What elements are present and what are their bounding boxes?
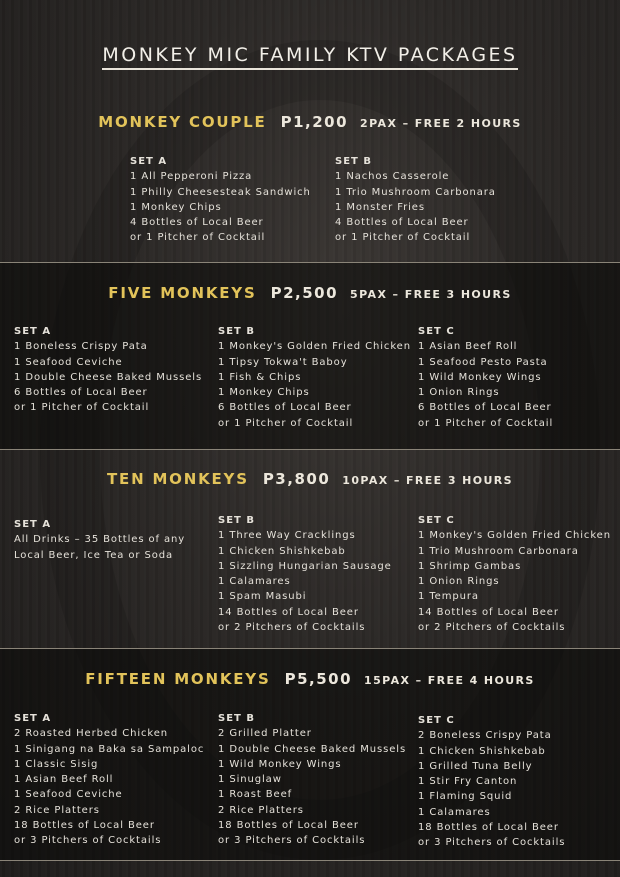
set-label: SET A xyxy=(130,156,168,167)
menu-item: 1 Grilled Tuna Belly xyxy=(418,760,533,772)
menu-item: 4 Bottles of Local Beer xyxy=(130,217,264,229)
set-label: SET B xyxy=(218,515,255,526)
set-label: SET B xyxy=(218,326,255,337)
set-column xyxy=(14,711,204,849)
menu-item: 1 Seafood Pesto Pasta xyxy=(418,356,548,368)
menu-item: All Drinks – 35 Bottles of any xyxy=(14,534,186,546)
menu-item: 1 Calamares xyxy=(218,576,291,588)
menu-item: 6 Bottles of Local Beer xyxy=(418,402,552,414)
set-label: SET A xyxy=(14,713,52,724)
menu-item: 1 Wild Monkey Wings xyxy=(418,371,542,383)
menu-item: or 1 Pitcher of Cocktail xyxy=(130,232,266,244)
menu-item: 1 Boneless Crispy Pata xyxy=(14,341,148,353)
menu-item: 1 Double Cheese Baked Mussels xyxy=(218,743,407,755)
set-column xyxy=(418,713,565,851)
menu-item: 1 All Pepperoni Pizza xyxy=(130,171,253,183)
set-column xyxy=(418,513,611,635)
menu-item: 6 Bottles of Local Beer xyxy=(218,402,352,414)
menu-item: or 3 Pitchers of Cocktails xyxy=(218,835,366,847)
package-name: FIFTEEN MONKEYS xyxy=(85,670,271,688)
menu-item: 1 Double Cheese Baked Mussels xyxy=(14,371,203,383)
package-pax: 2PAX – FREE 2 HOURS xyxy=(360,117,522,130)
menu-item: 1 Monster Fries xyxy=(335,201,425,213)
package-five-monkeys xyxy=(0,262,620,450)
package-pax: 15PAX – FREE 4 HOURS xyxy=(364,674,535,687)
menu-item: or 1 Pitcher of Cocktail xyxy=(14,402,150,414)
menu-item: 1 Three Way Cracklings xyxy=(218,530,356,542)
package-pax: 10PAX – FREE 3 HOURS xyxy=(342,474,513,487)
menu-item: 2 Roasted Herbed Chicken xyxy=(14,728,169,740)
set-column xyxy=(218,513,392,635)
menu-item: 6 Bottles of Local Beer xyxy=(14,387,148,399)
package-header xyxy=(0,112,620,131)
page-title: MONKEY MIC FAMILY KTV PACKAGES xyxy=(0,44,620,66)
package-pax: 5PAX – FREE 3 HOURS xyxy=(350,288,512,301)
set-column xyxy=(130,154,311,246)
set-label: SET C xyxy=(418,326,455,337)
menu-item: 1 Sizzling Hungarian Sausage xyxy=(218,560,392,572)
menu-item: 1 Onion Rings xyxy=(418,576,500,588)
package-price: P1,200 xyxy=(280,113,349,131)
menu-item: or 2 Pitchers of Cocktails xyxy=(218,622,366,634)
package-header xyxy=(0,283,620,302)
menu-item: 1 Fish & Chips xyxy=(218,371,302,383)
package-header xyxy=(0,669,620,688)
menu-item: 1 Trio Mushroom Carbonara xyxy=(418,545,579,557)
set-label: SET C xyxy=(418,715,455,726)
package-name: FIVE MONKEYS xyxy=(108,284,257,302)
menu-item: 1 Spam Masubi xyxy=(218,591,307,603)
menu-item: 1 Onion Rings xyxy=(418,387,500,399)
menu-item: 18 Bottles of Local Beer xyxy=(218,820,359,832)
menu-item: 1 Asian Beef Roll xyxy=(418,341,518,353)
package-price: P3,800 xyxy=(262,470,331,488)
menu-item: or 3 Pitchers of Cocktails xyxy=(418,837,566,849)
menu-item: or 2 Pitchers of Cocktails xyxy=(418,622,566,634)
set-column xyxy=(14,517,185,563)
menu-item: 4 Bottles of Local Beer xyxy=(335,217,469,229)
set-label: SET B xyxy=(218,713,255,724)
menu-item: 1 Stir Fry Canton xyxy=(418,776,518,788)
menu-item: 2 Grilled Platter xyxy=(218,728,312,740)
menu-item: 1 Sinuglaw xyxy=(218,774,282,786)
menu-item: 1 Monkey Chips xyxy=(218,387,310,399)
menu-item: 1 Chicken Shishkebab xyxy=(418,745,546,757)
package-name: MONKEY COUPLE xyxy=(98,113,267,131)
menu-item: 1 Trio Mushroom Carbonara xyxy=(335,186,496,198)
menu-item: 2 Boneless Crispy Pata xyxy=(418,730,552,742)
package-ten-monkeys xyxy=(0,452,620,646)
menu-item: 1 Wild Monkey Wings xyxy=(218,758,342,770)
menu-item: 1 Sinigang na Baka sa Sampaloc xyxy=(14,743,205,755)
package-price: P2,500 xyxy=(270,284,339,302)
menu-item: 18 Bottles of Local Beer xyxy=(14,820,155,832)
menu-item: 1 Monkey's Golden Fried Chicken xyxy=(418,530,611,542)
set-label: SET C xyxy=(418,515,455,526)
set-label: SET A xyxy=(14,326,52,337)
set-column xyxy=(335,154,496,246)
menu-item: 1 Calamares xyxy=(418,806,491,818)
menu-item: or 1 Pitcher of Cocktail xyxy=(335,232,471,244)
menu-item: 1 Asian Beef Roll xyxy=(14,774,114,786)
menu-item: 1 Tempura xyxy=(418,591,479,603)
set-column xyxy=(14,324,202,416)
package-fifteen-monkeys xyxy=(0,648,620,861)
set-column xyxy=(418,324,553,431)
package-header xyxy=(0,469,620,488)
menu-item: 1 Shrimp Gambas xyxy=(418,560,522,572)
package-name: TEN MONKEYS xyxy=(106,470,249,488)
menu-item: 1 Flaming Squid xyxy=(418,791,513,803)
menu-item: 1 Tipsy Tokwa't Baboy xyxy=(218,356,348,368)
menu-item: 1 Classic Sisig xyxy=(14,758,99,770)
menu-item: or 1 Pitcher of Cocktail xyxy=(218,417,354,429)
menu-item: 1 Nachos Casserole xyxy=(335,171,450,183)
menu-item: 1 Seafood Ceviche xyxy=(14,789,123,801)
menu-item: 1 Roast Beef xyxy=(218,789,293,801)
set-label: SET A xyxy=(14,519,52,530)
menu-item: 14 Bottles of Local Beer xyxy=(218,606,359,618)
set-column xyxy=(218,711,406,849)
menu-item: 1 Monkey's Golden Fried Chicken xyxy=(218,341,411,353)
menu-item: 2 Rice Platters xyxy=(218,804,304,816)
menu-item: 14 Bottles of Local Beer xyxy=(418,606,559,618)
menu-item: 1 Monkey Chips xyxy=(130,201,222,213)
package-monkey-couple xyxy=(0,100,620,260)
menu-item: 18 Bottles of Local Beer xyxy=(418,822,559,834)
set-label: SET B xyxy=(335,156,372,167)
menu-item: 2 Rice Platters xyxy=(14,804,100,816)
menu-item: Local Beer, Ice Tea or Soda xyxy=(14,549,174,561)
set-column xyxy=(218,324,411,431)
menu-item: 1 Chicken Shishkebab xyxy=(218,545,346,557)
menu-item: 1 Seafood Ceviche xyxy=(14,356,123,368)
menu-item: 1 Philly Cheesesteak Sandwich xyxy=(130,186,311,198)
menu-item: or 1 Pitcher of Cocktail xyxy=(418,417,554,429)
package-price: P5,500 xyxy=(284,670,353,688)
menu-item: or 3 Pitchers of Cocktails xyxy=(14,835,162,847)
